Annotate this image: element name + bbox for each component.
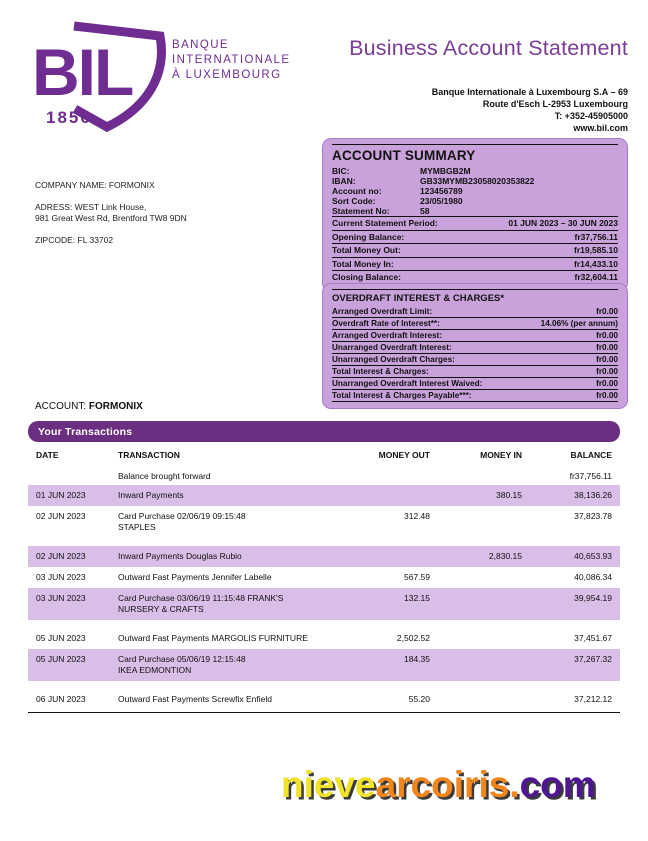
- table-row: 03 JUN 2023 Outward Fast Payments Jennifer Labelle 567.59 40,086.34: [36, 572, 612, 582]
- summary-field-row: Statement No: 58: [332, 206, 430, 216]
- table-row: 01 JUN 2023 Inward Payments 380.15 38,136.26: [28, 485, 620, 506]
- col-header-money-out: MONEY OUT: [378, 450, 430, 460]
- closing-balance-row: Closing Balance: fr32,604.11: [332, 272, 618, 282]
- document-title: Business Account Statement: [349, 36, 628, 60]
- iban-value: GB33MYMB23058020353822: [420, 176, 535, 186]
- table-row: 06 JUN 2023 Outward Fast Payments Screwfix Enfield 55.20 37,212.12: [36, 694, 612, 704]
- wordmark-line: À LUXEMBOURG: [172, 69, 282, 81]
- table-row: Balance brought forward fr37,756.11: [118, 471, 612, 481]
- col-header-balance: BALANCE: [570, 450, 612, 460]
- site-watermark: [281, 764, 596, 806]
- watermark-part-arcoiris: arcoiris.: [375, 764, 520, 805]
- panel-top-rule: [332, 144, 618, 145]
- account-name: FORMONIX: [88, 401, 143, 412]
- customer-info-block: [35, 180, 187, 246]
- table-row: 03 JUN 2023 Card Purchase 03/06/19 11:15:48 FRANK'S NURSERY & CRAFTS 132.15 39,954.19: [28, 588, 620, 620]
- bank-website: www.bil.com: [573, 123, 628, 133]
- col-header-money-in: MONEY IN: [480, 450, 522, 460]
- company-name: COMPANY NAME: FORMONIX: [35, 180, 155, 190]
- overdraft-row: Unarranged Overdraft Charges: fr0.00: [332, 354, 618, 366]
- statement-period-row: Current Statement Period: 01 JUN 2023 – 30 JUN 2023: [332, 218, 618, 228]
- table-bottom-rule: [28, 712, 620, 713]
- summary-field-row: Sort Code: 23/05/1980: [332, 196, 463, 206]
- watermark-part-nieve: nieve: [281, 764, 376, 805]
- overdraft-row: Total Interest & Charges: fr0.00: [332, 366, 618, 378]
- company-zipcode: ZIPCODE: FL 33702: [35, 235, 114, 245]
- overdraft-row: Overdraft Rate of Interest**: 14.06% (per annum): [332, 318, 618, 330]
- overdraft-row: Unarranged Overdraft Interest Waived: fr0.00: [332, 378, 618, 390]
- wordmark-line: BANQUE: [172, 39, 229, 51]
- account-summary-title: ACCOUNT SUMMARY: [332, 148, 476, 163]
- total-money-out-row: Total Money Out: fr19,585.10: [332, 245, 618, 255]
- opening-balance-row: Opening Balance: fr37,756.11: [332, 231, 618, 242]
- bil-logo-icon: [30, 20, 180, 136]
- account-name-line: ACCOUNT: FORMONIX: [35, 401, 143, 412]
- transactions-table: [28, 447, 620, 713]
- svg-text:1856: 1856: [46, 108, 92, 127]
- sort-code-value: 23/05/1980: [420, 196, 463, 206]
- company-address-line2: 981 Great West Rd, Brentford TW8 9DN: [35, 213, 187, 223]
- summary-field-row: IBAN: GB33MYMB23058020353822: [332, 176, 535, 186]
- overdraft-row: Unarranged Overdraft Interest: fr0.00: [332, 342, 618, 354]
- table-row: 05 JUN 2023 Outward Fast Payments MARGOLIS FURNITURE 2,502.52 37,451.67: [36, 633, 612, 643]
- panel-top-rule: [332, 289, 618, 290]
- bank-address-line: T: +352-45905000: [554, 111, 628, 121]
- table-header-row: [28, 447, 620, 468]
- summary-field-row: BIC: MYMBGB2M: [332, 166, 471, 176]
- col-header-date: DATE: [36, 450, 59, 460]
- table-row: 02 JUN 2023 Inward Payments Douglas Rubio 2,830.15 40,653.93: [28, 546, 620, 567]
- wordmark-line: INTERNATIONALE: [172, 54, 291, 66]
- col-header-transaction: TRANSACTION: [118, 450, 180, 460]
- table-row: 02 JUN 2023 Card Purchase 02/06/19 09:15:48 STAPLES 312.48 37,823.78: [36, 511, 612, 532]
- table-row: 05 JUN 2023 Card Purchase 05/06/19 12:15:48 IKEA EDMONTION 184.35 37,267.32: [28, 649, 620, 681]
- overdraft-row: Total Interest & Charges Payable***: fr0.00: [332, 390, 618, 402]
- svg-text:BIL: BIL: [32, 35, 133, 109]
- company-address-line1: ADRESS: WEST Link House,: [35, 202, 147, 212]
- overdraft-panel: [322, 283, 628, 409]
- overdraft-title: OVERDRAFT INTEREST & CHARGES*: [332, 293, 505, 304]
- transactions-section-header: Your Transactions: [28, 421, 620, 442]
- summary-totals: [332, 216, 618, 285]
- bank-wordmark: [172, 38, 290, 83]
- overdraft-row: Arranged Overdraft Limit: fr0.00: [332, 306, 618, 318]
- account-no-value: 123456789: [420, 186, 463, 196]
- summary-field-row: Account no: 123456789: [332, 186, 463, 196]
- bank-address-line: Banque Internationale à Luxembourg S.A – 69: [431, 87, 628, 97]
- account-summary-panel: [322, 138, 628, 292]
- bank-address-block: [432, 86, 628, 134]
- overdraft-row: Arranged Overdraft Interest: fr0.00: [332, 330, 618, 342]
- watermark-part-com: com: [519, 764, 596, 805]
- bank-address-line: Route d'Esch L-2953 Luxembourg: [482, 99, 628, 109]
- statement-no-value: 58: [420, 206, 430, 216]
- total-money-in-row: Total Money In: fr14,433.10: [332, 258, 618, 269]
- bic-value: MYMBGB2M: [420, 166, 471, 176]
